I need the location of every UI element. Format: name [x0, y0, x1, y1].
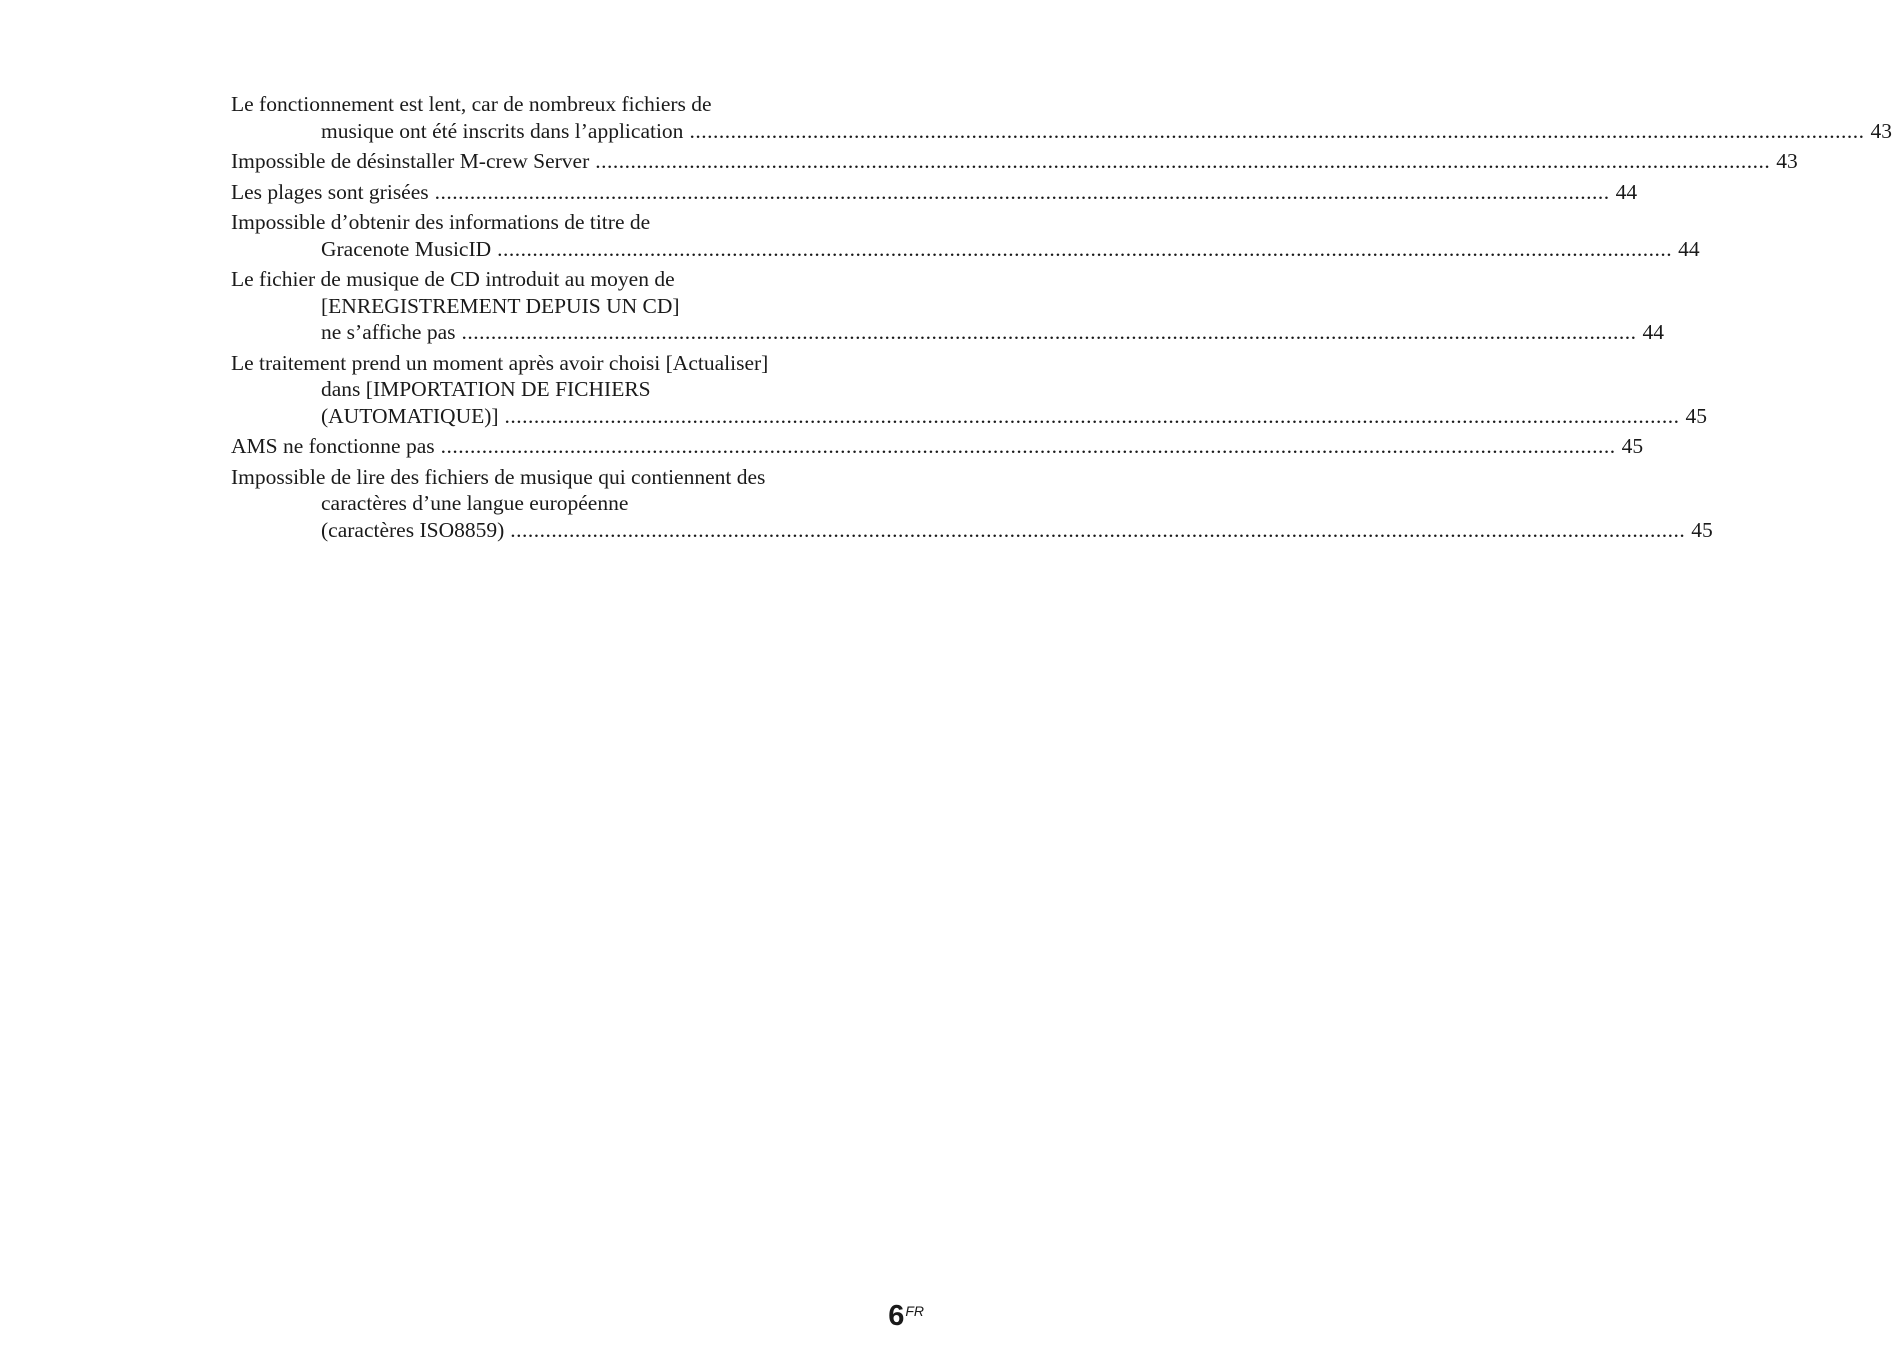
toc-entry-title-line: Le fonctionnement est lent, car de nombreux fichiers de	[231, 92, 712, 116]
dot-leader: ........................................................................................................................................................................................................	[497, 236, 1673, 261]
toc-entry-continuation-line: dans [IMPORTATION DE FICHIERS	[321, 377, 651, 401]
toc-entry-text: (AUTOMATIQUE)]	[321, 403, 499, 428]
toc-entry-title-line: Impossible de lire des fichiers de musique qui contiennent des	[231, 464, 766, 489]
toc-entry[interactable]	[231, 148, 1798, 175]
toc-entry[interactable]	[231, 91, 1892, 144]
dot-leader: ........................................................................................................................................................................................................	[595, 149, 1771, 173]
toc-entry[interactable]	[231, 266, 1665, 346]
toc-entry[interactable]	[231, 433, 1644, 460]
toc-entry-text: AMS ne fonctionne pas	[231, 434, 435, 458]
page-number-value: 6	[888, 1300, 905, 1332]
toc-page-number[interactable]: 44	[1678, 236, 1700, 261]
toc-page-number[interactable]: 43	[1776, 149, 1798, 173]
toc-entry-final-line	[231, 118, 1892, 145]
toc-entry-final-line	[231, 148, 1798, 175]
dot-leader: ........................................................................................................................................................................................................	[510, 517, 1686, 542]
toc-entry-text: Impossible de désinstaller M-crew Server	[231, 149, 590, 173]
table-of-contents	[231, 91, 1892, 547]
toc-entry-text: Les plages sont grisées	[231, 179, 429, 204]
toc-entry-text: ne s’affiche pas	[321, 320, 456, 344]
toc-entry-final-line	[231, 179, 1638, 206]
dot-leader: ........................................................................................................................................................................................................	[504, 403, 1680, 428]
toc-entry-final-line	[231, 433, 1644, 460]
dot-leader: ........................................................................................................................................................................................................	[461, 320, 1637, 344]
toc-entry-text: musique ont été inscrits dans l’application	[321, 118, 684, 143]
toc-entry[interactable]	[231, 179, 1638, 206]
toc-page-number[interactable]: 44	[1615, 179, 1638, 204]
dot-leader: ........................................................................................................................................................................................................	[440, 434, 1616, 458]
toc-entry[interactable]	[231, 209, 1700, 262]
page-number	[888, 1300, 924, 1333]
toc-page-number[interactable]: 45	[1621, 434, 1644, 458]
toc-entry-title-line: Le traitement prend un moment après avoir choisi [Actualiser]	[231, 350, 769, 375]
toc-page-number[interactable]: 45	[1691, 517, 1713, 542]
page-language-code: FR	[905, 1303, 924, 1319]
dot-leader: ........................................................................................................................................................................................................	[689, 118, 1865, 143]
toc-entry-final-line	[231, 517, 1713, 544]
toc-entry[interactable]	[231, 350, 1708, 430]
toc-entry-title-line: Impossible d’obtenir des informations de titre de	[231, 210, 651, 234]
dot-leader: ........................................................................................................................................................................................................	[434, 179, 1610, 204]
toc-page-number[interactable]: 43	[1870, 118, 1892, 143]
toc-entry-final-line	[231, 236, 1700, 263]
toc-page-number[interactable]: 44	[1642, 320, 1665, 344]
toc-entry-title-line: Le fichier de musique de CD introduit au moyen de	[231, 267, 675, 291]
toc-entry[interactable]	[231, 464, 1713, 544]
toc-entry-text: Gracenote MusicID	[321, 236, 492, 261]
toc-page-number[interactable]: 45	[1685, 403, 1708, 428]
toc-entry-continuation-line: caractères d’une langue européenne	[321, 491, 629, 515]
toc-entry-final-line	[231, 403, 1708, 430]
toc-entry-final-line	[231, 319, 1665, 346]
toc-entry-continuation-line: [ENREGISTREMENT DEPUIS UN CD]	[321, 293, 680, 318]
toc-entry-text: (caractères ISO8859)	[321, 517, 505, 542]
